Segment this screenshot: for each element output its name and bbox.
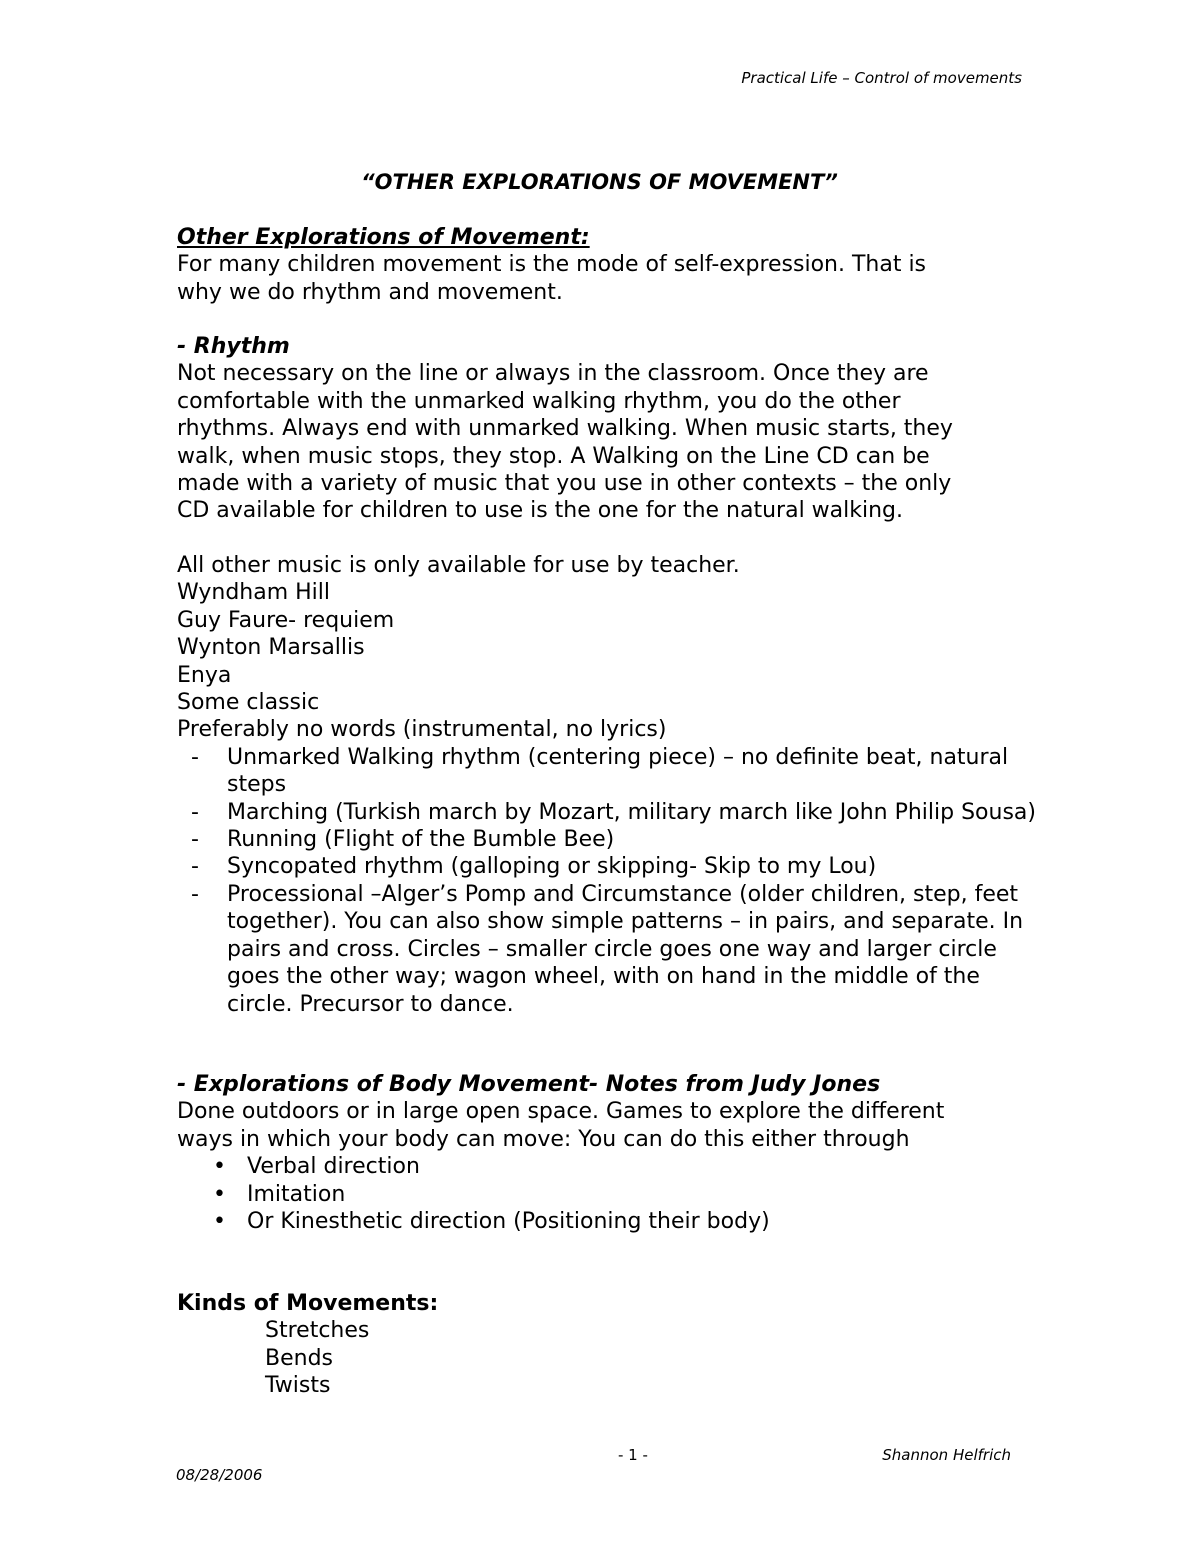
body-movement-line: ways in which your body can move: You can do this either through [177, 1126, 910, 1152]
music-line: Guy Faure- requiem [177, 607, 395, 633]
rhythm-line: made with a variety of music that you use in other contexts – the only [177, 471, 952, 497]
list-item: • Or Kinesthetic direction (Positioning their body) [177, 1208, 1037, 1235]
rhythm-list [177, 744, 1037, 1018]
intro-heading: Other Explorations of Movement: [177, 225, 590, 250]
list-item: Stretches [265, 1318, 370, 1344]
list-item: - Syncopated rhythm (galloping or skipping- Skip to my Lou) [177, 853, 1037, 880]
body-movement-section [177, 1071, 1037, 1235]
intro-line: For many children movement is the mode of self-expression. That is [177, 252, 927, 278]
rhythm-line: walk, when music stops, they stop. A Walking on the Line CD can be [177, 443, 930, 469]
list-item: Twists [265, 1373, 331, 1399]
footer-author: Shannon Helfrich [882, 1446, 1011, 1464]
music-section [177, 552, 1037, 1018]
intro-line: why we do rhythm and movement. [177, 279, 563, 305]
music-line: All other music is only available for use by teacher. [177, 553, 740, 578]
list-item: - Running (Flight of the Bumble Bee) [177, 826, 1037, 853]
music-line: Enya [177, 662, 232, 688]
document-title: “OTHER EXPLORATIONS OF MOVEMENT” [361, 170, 838, 194]
kinds-heading: Kinds of Movements: [177, 1291, 439, 1316]
music-line: Some classic [177, 690, 320, 716]
list-item: • Imitation [177, 1181, 1037, 1208]
footer-date: 08/28/2006 [176, 1466, 263, 1484]
music-line: Wynton Marsallis [177, 635, 365, 661]
body-movement-line: Done outdoors or in large open space. Games to explore the different [177, 1099, 945, 1125]
rhythm-section [177, 333, 1037, 525]
running-header: Practical Life – Control of movements [741, 69, 1022, 87]
rhythm-line: comfortable with the unmarked walking rhythm, you do the other [177, 388, 901, 414]
body-movement-heading: - Explorations of Body Movement- Notes from Judy Jones [177, 1072, 881, 1097]
music-line: Preferably no words (instrumental, no lyrics) [177, 717, 667, 743]
rhythm-heading: - Rhythm [177, 334, 290, 359]
list-item: Bends [265, 1345, 333, 1371]
rhythm-line: CD available for children to use is the one for the natural walking. [177, 498, 904, 524]
rhythm-line: rhythms. Always end with unmarked walking. When music starts, they [177, 416, 953, 442]
list-item: • Verbal direction [177, 1153, 1037, 1180]
music-line: Wyndham Hill [177, 580, 331, 606]
list-item: - Marching (Turkish march by Mozart, military march like John Philip Sousa) [177, 799, 1037, 826]
kinds-section [177, 1290, 1037, 1400]
direction-list [177, 1153, 1037, 1235]
intro-section [177, 224, 1037, 306]
rhythm-line: Not necessary on the line or always in the classroom. Once they are [177, 361, 929, 387]
list-item: - Processional –Alger’s Pomp and Circumstance (older children, step, feet together). You can also show simple patterns – in pairs, and separate. In pairs and cross. Circles – smaller circle goes one way and larger circle goes the other way; wagon wheel, with on hand in the middle of the circle. Precursor to dance. [177, 881, 1037, 1018]
kinds-list [177, 1317, 1037, 1399]
page-number: - 1 - [618, 1446, 648, 1464]
list-item: - Unmarked Walking rhythm (centering piece) – no definite beat, natural steps [177, 744, 1037, 799]
